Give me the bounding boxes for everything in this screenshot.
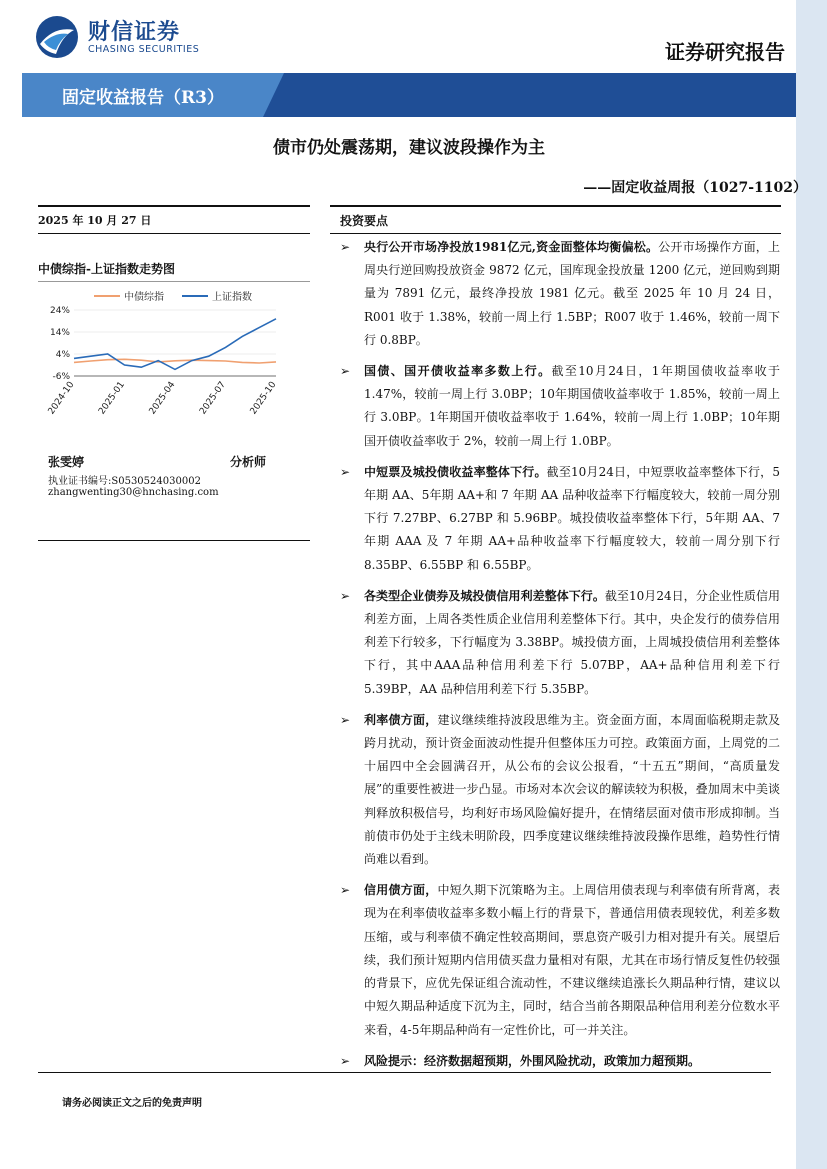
- key-point-item: [340, 585, 780, 701]
- y-tick-label: 24%: [49, 306, 70, 316]
- x-tick-label: 2025-10: [248, 379, 279, 417]
- analyst-name: 张雯婷: [48, 455, 85, 469]
- key-point-item: [340, 709, 780, 871]
- key-points-list: [340, 236, 780, 1081]
- key-points-heading: 投资要点: [340, 214, 389, 228]
- analyst-email[interactable]: zhangwenting30@hnchasing.com: [48, 487, 219, 498]
- arrow-bullet-icon: ➢: [340, 464, 351, 479]
- company-name-cn: 财信证券: [88, 20, 181, 45]
- divider: [38, 281, 310, 282]
- y-tick-label: 14%: [49, 328, 70, 338]
- legend-label: 中债综指: [124, 292, 164, 303]
- arrow-bullet-icon: ➢: [340, 588, 351, 603]
- right-decorative-strip: [796, 0, 827, 1169]
- key-point-text: 公开市场操作方面，上周央行逆回购投放资金 9872 亿元，国库现金投放量 1200 亿元，逆回购到期量为 7891 亿元，最终净投放 1981 亿元。截至 2025 年 10 月 24 日，R001 收于 1.38%，较前一周上行 1.5BP；R007 收于 1.46%，较前一周下行 0.8BP。: [364, 240, 780, 347]
- y-tick-label: -6%: [52, 372, 70, 382]
- divider: [330, 233, 781, 234]
- key-point-item: [340, 879, 780, 1041]
- key-point-text: 截至10月24日，分企业性质信用利差方面，上周各类性质企业信用利差整体下行。其中，央企发行的债券信用利差下行较多，下行幅度为 3.38BP。城投债方面，上周城投债信用利差整体下行，其中AAA品种信用利差下行 5.07BP，AA+品种信用利差下行 5.39BP，AA 品种信用利差下行 5.35BP。: [364, 588, 780, 696]
- report-type: 证券研究报告: [665, 40, 785, 64]
- key-point-item: [340, 360, 780, 453]
- key-point-heading: 中短票及城投债收益率整体下行。: [364, 464, 547, 479]
- report-subtitle: ——固定收益周报（1027-1102）: [583, 180, 807, 196]
- key-point-item: [340, 461, 780, 577]
- series-line: [74, 359, 276, 363]
- key-point-heading: 风险提示：经济数据超预期，外围风险扰动，政策加力超预期。: [364, 1053, 701, 1068]
- chart-title: 中债综指-上证指数走势图: [38, 262, 175, 276]
- analyst-certificate: 执业证书编号:S0530524030002: [48, 476, 201, 487]
- report-title: 债市仍处震荡期，建议波段操作为主: [273, 138, 545, 158]
- x-tick-label: 2024-10: [46, 379, 77, 417]
- arrow-bullet-icon: ➢: [340, 364, 351, 379]
- key-point-heading: 利率债方面，: [364, 712, 438, 727]
- index-trend-chart: [38, 284, 310, 436]
- key-point-heading: 信用债方面，: [364, 883, 438, 898]
- key-point-item: [340, 236, 780, 352]
- legend-label: 上证指数: [212, 292, 252, 303]
- key-point-item: [340, 1050, 780, 1073]
- key-point-heading: 央行公开市场净投放1981亿元,资金面整体均衡偏松。: [364, 240, 659, 254]
- company-logo-icon: [34, 14, 80, 60]
- footer-divider: [38, 1072, 771, 1073]
- key-point-text: 截至10月24日，中短票收益率整体下行，5年期 AA、5年期 AA+和 7 年期 AA 品种收益率下行幅度较大，较前一周分别下行 7.27BP、6.27BP 和 5.96BP。城投债收益率整体下行，5年期 AA、7年期 AAA 及 7 年期 AA+品种收益率下行幅度较大，较前一周分别下行 8.35BP、6.55BP 和 6.55BP。: [364, 464, 780, 572]
- x-tick-label: 2025-07: [198, 379, 228, 417]
- x-tick-label: 2025-01: [97, 379, 127, 417]
- key-point-heading: 各类型企业债券及城投债信用利差整体下行。: [364, 588, 605, 603]
- key-point-heading: 国债、国开债收益率多数上行。: [364, 364, 552, 379]
- key-point-text: 中短久期下沉策略为主。上周信用债表现与利率债有所背离，表现为在利率债收益率多数小幅上行的背景下，普通信用债表现较优，利差多数压缩，或与利率债不确定性较高期间，票息资产吸引力相对提升有关。展望后续，我们预计短期内信用债买盘力量相对有限，尤其在市场行情反复性仍较强的背景下，应优先保证组合流动性，不建议继续追涨长久期品种行情，建议以中短久期品种适度下沉为主，同时，结合当前各期限品种信用利差分位数水平来看，4-5年期品种尚有一定性价比，可一并关注。: [364, 883, 780, 1037]
- disclaimer-note: 请务必阅读正文之后的免责声明: [62, 1098, 202, 1109]
- arrow-bullet-icon: ➢: [340, 883, 351, 898]
- arrow-bullet-icon: ➢: [340, 1053, 351, 1068]
- divider: [330, 205, 781, 207]
- divider: [38, 205, 310, 207]
- divider: [38, 540, 310, 541]
- banner-label: 固定收益报告（R3）: [62, 88, 224, 108]
- key-point-text: 截至10月24日，1年期国债收益率收于 1.47%，较前一周上行 3.0BP；10年期国债收益率收于 1.85%，较前一周上行 3.0BP。1年期国开债收益率收于 1.64%，较前一周上行 1.0BP；10年期国开债收益率收于 2%，较前一周上行 1.0BP。: [364, 364, 780, 448]
- x-tick-label: 2025-04: [147, 379, 178, 417]
- arrow-bullet-icon: ➢: [340, 240, 351, 254]
- report-date: 2025 年 10 月 27 日: [38, 214, 152, 227]
- analyst-role: 分析师: [230, 455, 267, 469]
- company-name-en: CHASING SECURITIES: [88, 44, 200, 55]
- key-point-text: 建议继续维持波段思维为主。资金面方面，本周面临税期走款及跨月扰动，预计资金面波动性提升但整体压力可控。政策面方面，上周党的二十届四中全会圆满召开，从公布的会议公报看，“十五五”期间，“高质量发展”的重要性被进一步凸显。市场对本次会议的解读较为积极，叠加周末中美谈判释放积极信号，均利好市场风险偏好提升，在情绪层面对债市形成抑制。当前债市仍处于主线未明阶段，四季度建议继续维持波段操作思维，趋势性行情尚难以看到。: [364, 712, 780, 867]
- report-banner: [22, 73, 796, 117]
- y-tick-label: 4%: [55, 350, 70, 360]
- arrow-bullet-icon: ➢: [340, 712, 351, 727]
- divider: [38, 233, 310, 234]
